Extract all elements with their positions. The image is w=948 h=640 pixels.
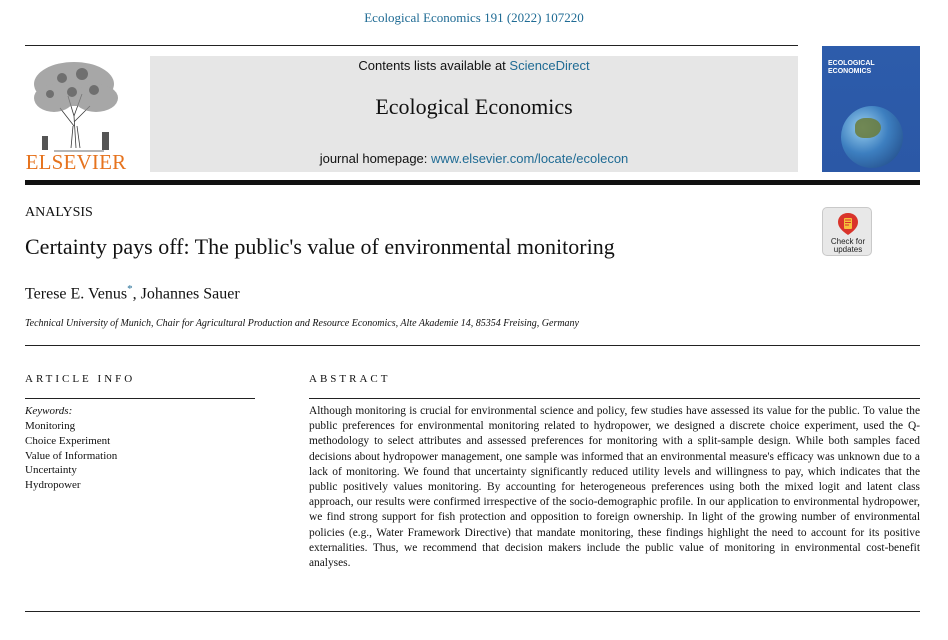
cover-title xyxy=(828,60,875,76)
check-line1: Check for xyxy=(830,237,866,246)
keywords-label: Keywords: xyxy=(25,405,73,417)
check-line2: updates xyxy=(833,245,863,254)
cover-title-line1: ECOLOGICAL xyxy=(828,60,875,67)
journal-banner xyxy=(150,56,798,172)
affiliation: Technical University of Munich, Chair for Agricultural Production and Resource Economics, Alte Akademie 14, 85354 Freising, Germany xyxy=(25,318,579,329)
keyword-item: Hydropower xyxy=(25,479,81,492)
article-section: ANALYSIS xyxy=(25,205,93,220)
header-thick-rule xyxy=(25,180,920,185)
journal-cover-image[interactable] xyxy=(822,46,920,172)
article-info-rule xyxy=(25,398,255,399)
author-venus[interactable]: Terese E. Venus xyxy=(25,285,128,303)
abstract-text: Although monitoring is crucial for environmental science and policy, few studies have assessed its value for the public. To value the public preferences for environmental monitoring related to hydropower, we designed a discrete choice experiment, used the Q-methodology to select attributes and assessed preferences for monitoring with a split-sample design. While both samples faced decisions about hydropower management, one sample was informed that an environmental measure's efficacy was unknown due to a lack of monitoring. We found that uncertainty significantly reduced utility levels and willingness to pay, which indicates that the public positively values monitoring. By accounting for heterogeneous preferences using both the mixed logit and latent class approach, our results were confirmed irrespective of the socio-demographic profile. In our application to environmental hydropower, we find strong support for fish protection and opposition to foreign ownership. In light of the growing number of environmental policies (e.g., Water Framework Directive) that mandate monitoring, these findings highlight the need to account for its positive externalities. Thus, we recommend that decision makers include the public value of monitoring in environmental cost-benefit analyses. xyxy=(309,405,920,570)
check-for-updates-button[interactable] xyxy=(822,207,872,256)
bottom-rule xyxy=(25,611,920,612)
keywords-list xyxy=(25,419,117,493)
check-updates-icon xyxy=(837,212,859,236)
keyword-item: Uncertainty xyxy=(25,464,77,477)
author-sauer[interactable]: , Johannes Sauer xyxy=(132,285,240,303)
cover-title-line2: ECONOMICS xyxy=(828,68,872,75)
article-title: Certainty pays off: The public's value of environmental monitoring xyxy=(25,234,615,259)
keyword-item: Value of Information xyxy=(25,449,118,462)
author-list xyxy=(25,283,240,303)
journal-name: Ecological Economics xyxy=(375,94,573,119)
header-rule xyxy=(25,45,798,46)
section-rule xyxy=(25,345,920,346)
elsevier-wordmark[interactable]: ELSEVIER xyxy=(25,150,127,174)
check-updates-label xyxy=(823,238,873,254)
keyword-item: Choice Experiment xyxy=(25,434,111,447)
corresponding-author-marker[interactable]: * xyxy=(127,283,133,295)
homepage-line xyxy=(150,151,798,166)
contents-prefix: Contents lists available at xyxy=(358,58,510,73)
article-info-heading: ARTICLE INFO xyxy=(25,373,136,385)
abstract-rule xyxy=(309,398,920,399)
homepage-link[interactable]: www.elsevier.com/locate/ecolecon xyxy=(431,151,629,166)
contents-line xyxy=(150,58,798,73)
sciencedirect-link[interactable]: ScienceDirect xyxy=(509,58,590,73)
homepage-prefix: journal homepage: xyxy=(319,151,432,166)
abstract-heading: ABSTRACT xyxy=(309,373,391,385)
journal-citation[interactable]: Ecological Economics 191 (2022) 107220 xyxy=(364,10,584,25)
keyword-item: Monitoring xyxy=(25,420,76,432)
